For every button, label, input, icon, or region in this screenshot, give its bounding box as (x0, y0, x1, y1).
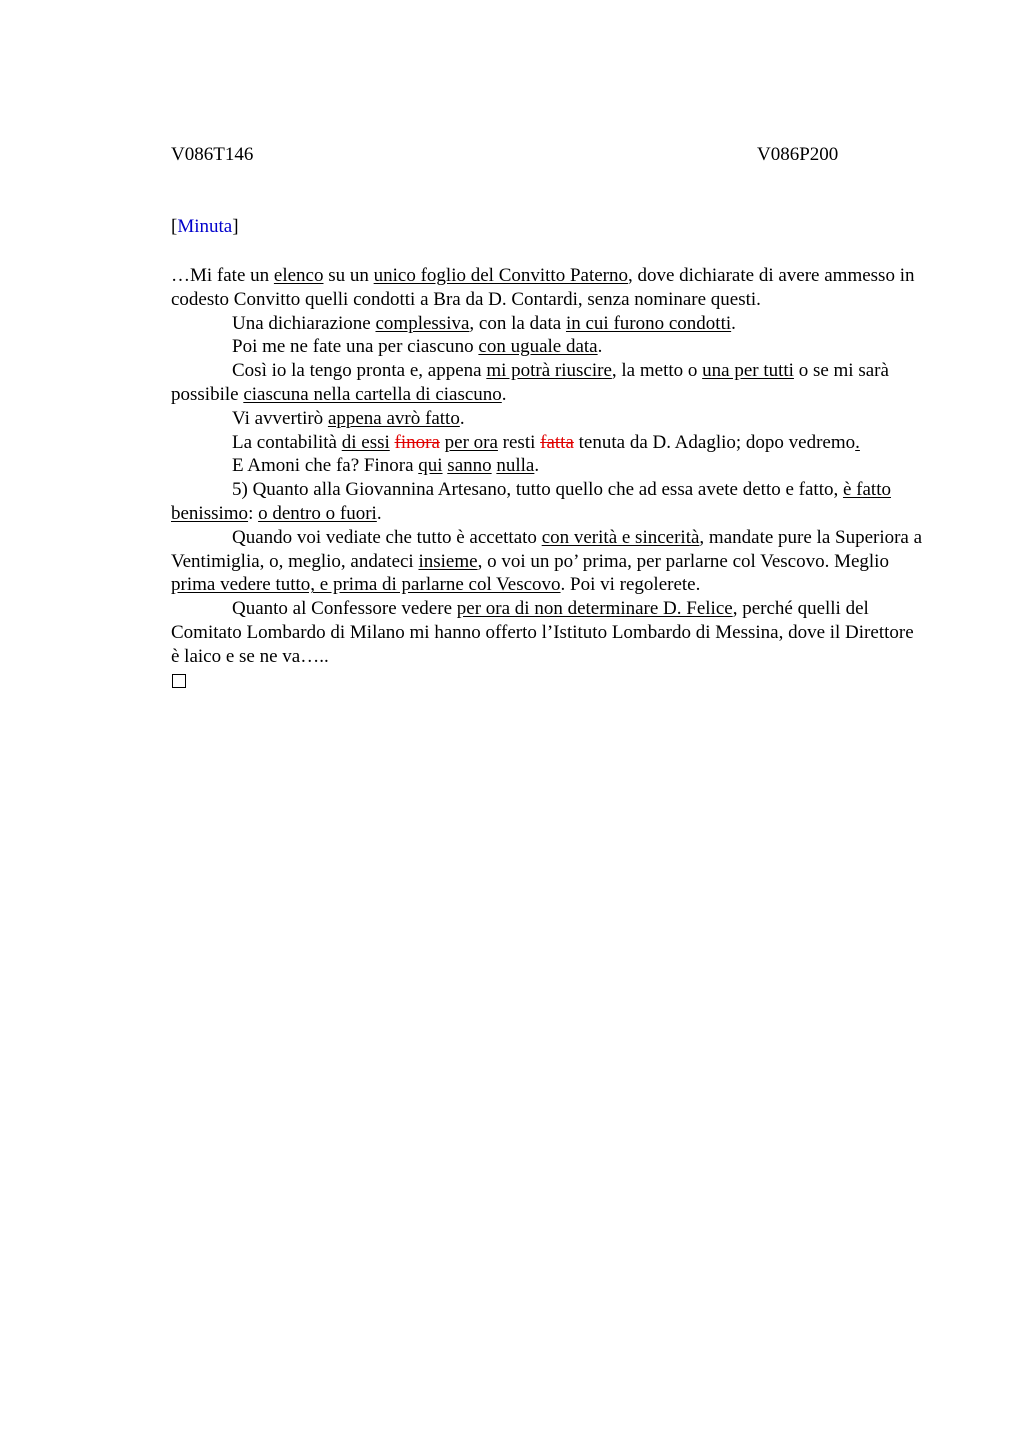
page-header (171, 144, 926, 172)
underlined-text: ciascuna nella cartella di ciascuno (243, 383, 502, 405)
paragraph-3 (171, 335, 926, 359)
text-run: tenuta da D. Adaglio; dopo vedremo (573, 431, 856, 453)
underlined-text: sanno (447, 455, 492, 477)
text-run: , con la data (469, 312, 566, 334)
underlined-text: nulla (496, 455, 535, 477)
underlined-text: mi potrà riuscire (486, 360, 612, 382)
underlined-text: con uguale data (478, 336, 598, 358)
text-run: Quanto al Confessore vedere (232, 598, 457, 620)
document-code-left: V086T146 (171, 144, 254, 165)
underlined-text: unico foglio del Convitto Paterno (373, 265, 628, 286)
text-run: Una dichiarazione (232, 312, 376, 334)
paragraph-9 (171, 526, 926, 597)
text-run: 5) Quanto alla Giovannina Artesano, tutto quello che ad essa avete detto e fatto, (232, 479, 843, 501)
text-run: resti (497, 431, 541, 453)
underlined-text: o dentro o fuori (258, 502, 377, 524)
text-run: Quando voi vediate che tutto è accettato (232, 526, 542, 548)
text-run: Così io la tengo pronta e, appena (232, 360, 487, 382)
text-run: : (248, 502, 259, 524)
text-run: , perché quelli del Comitato Lombardo di Milano mi hanno offerto l’Istituto Lombardo di Messina, dove il Direttore è laico e se ne va….. (171, 598, 914, 667)
underlined-text: con verità e sincerità (541, 526, 700, 548)
text-run: , mandate pure la Superiora a Ventimiglia, o, meglio, andateci (171, 526, 923, 572)
text-run: . (534, 455, 540, 477)
text-run: , o voi un po’ prima, per parlarne col Vescovo. Meglio (477, 550, 889, 572)
document-body (171, 264, 926, 688)
struck-text: fatta (540, 431, 574, 453)
text-run: . (597, 336, 603, 358)
paragraph-8 (171, 478, 926, 526)
text-run: E Amoni che fa? Finora (232, 455, 419, 477)
paragraph-6 (171, 431, 926, 455)
text-run: . (459, 407, 465, 429)
underlined-text: qui (418, 455, 443, 477)
paragraph-7 (171, 454, 926, 478)
underlined-text: prima vedere tutto, e prima di parlarne col Vescovo (171, 574, 561, 596)
text-run: . (501, 383, 507, 405)
bracket-open: [ (171, 216, 178, 237)
underlined-text: . (855, 431, 860, 453)
underlined-text: di essi (341, 431, 390, 453)
minuta-word: Minuta (177, 216, 233, 237)
underlined-text: per ora (444, 431, 498, 453)
text-run: , dove dichiarate di avere ammesso in codesto Convitto quelli condotti a Bra da D. Contardi, senza nominare questi. (171, 265, 915, 310)
text-run: …Mi fate un (171, 265, 274, 286)
text-run: o se mi sarà possibile (171, 360, 889, 405)
minuta-label (171, 216, 239, 238)
text-run: . (376, 502, 382, 524)
underlined-text: elenco (273, 265, 324, 286)
paragraph-10 (171, 597, 926, 668)
text-run: su un (323, 265, 374, 286)
text-run: Poi me ne fate una per ciascuno (232, 336, 479, 358)
document-code-right: V086P200 (757, 144, 839, 165)
paragraph-1 (171, 264, 926, 312)
underlined-text: appena avrò fatto (327, 407, 460, 429)
text-run: Vi avvertirò (232, 407, 328, 429)
paragraph-5 (171, 407, 926, 431)
struck-text: finora (394, 431, 440, 453)
paragraph-4 (171, 359, 926, 407)
paragraph-2 (171, 312, 926, 336)
underlined-text: una per tutti (702, 360, 794, 382)
underlined-text: in cui furono condotti (565, 312, 732, 334)
text-run: . (731, 312, 736, 334)
bracket-close: ] (232, 216, 239, 237)
underlined-text: insieme (418, 550, 478, 572)
text-run: La contabilità (232, 431, 342, 453)
underlined-text: complessiva (375, 312, 470, 334)
text-run: , la metto o (611, 360, 703, 382)
underlined-text: per ora di non determinare D. Felice (456, 598, 733, 620)
text-run: . Poi vi regolerete. (560, 574, 701, 596)
end-square-icon (172, 674, 186, 688)
document-page (171, 144, 926, 172)
underlined-text: è fatto benissimo (171, 479, 891, 524)
